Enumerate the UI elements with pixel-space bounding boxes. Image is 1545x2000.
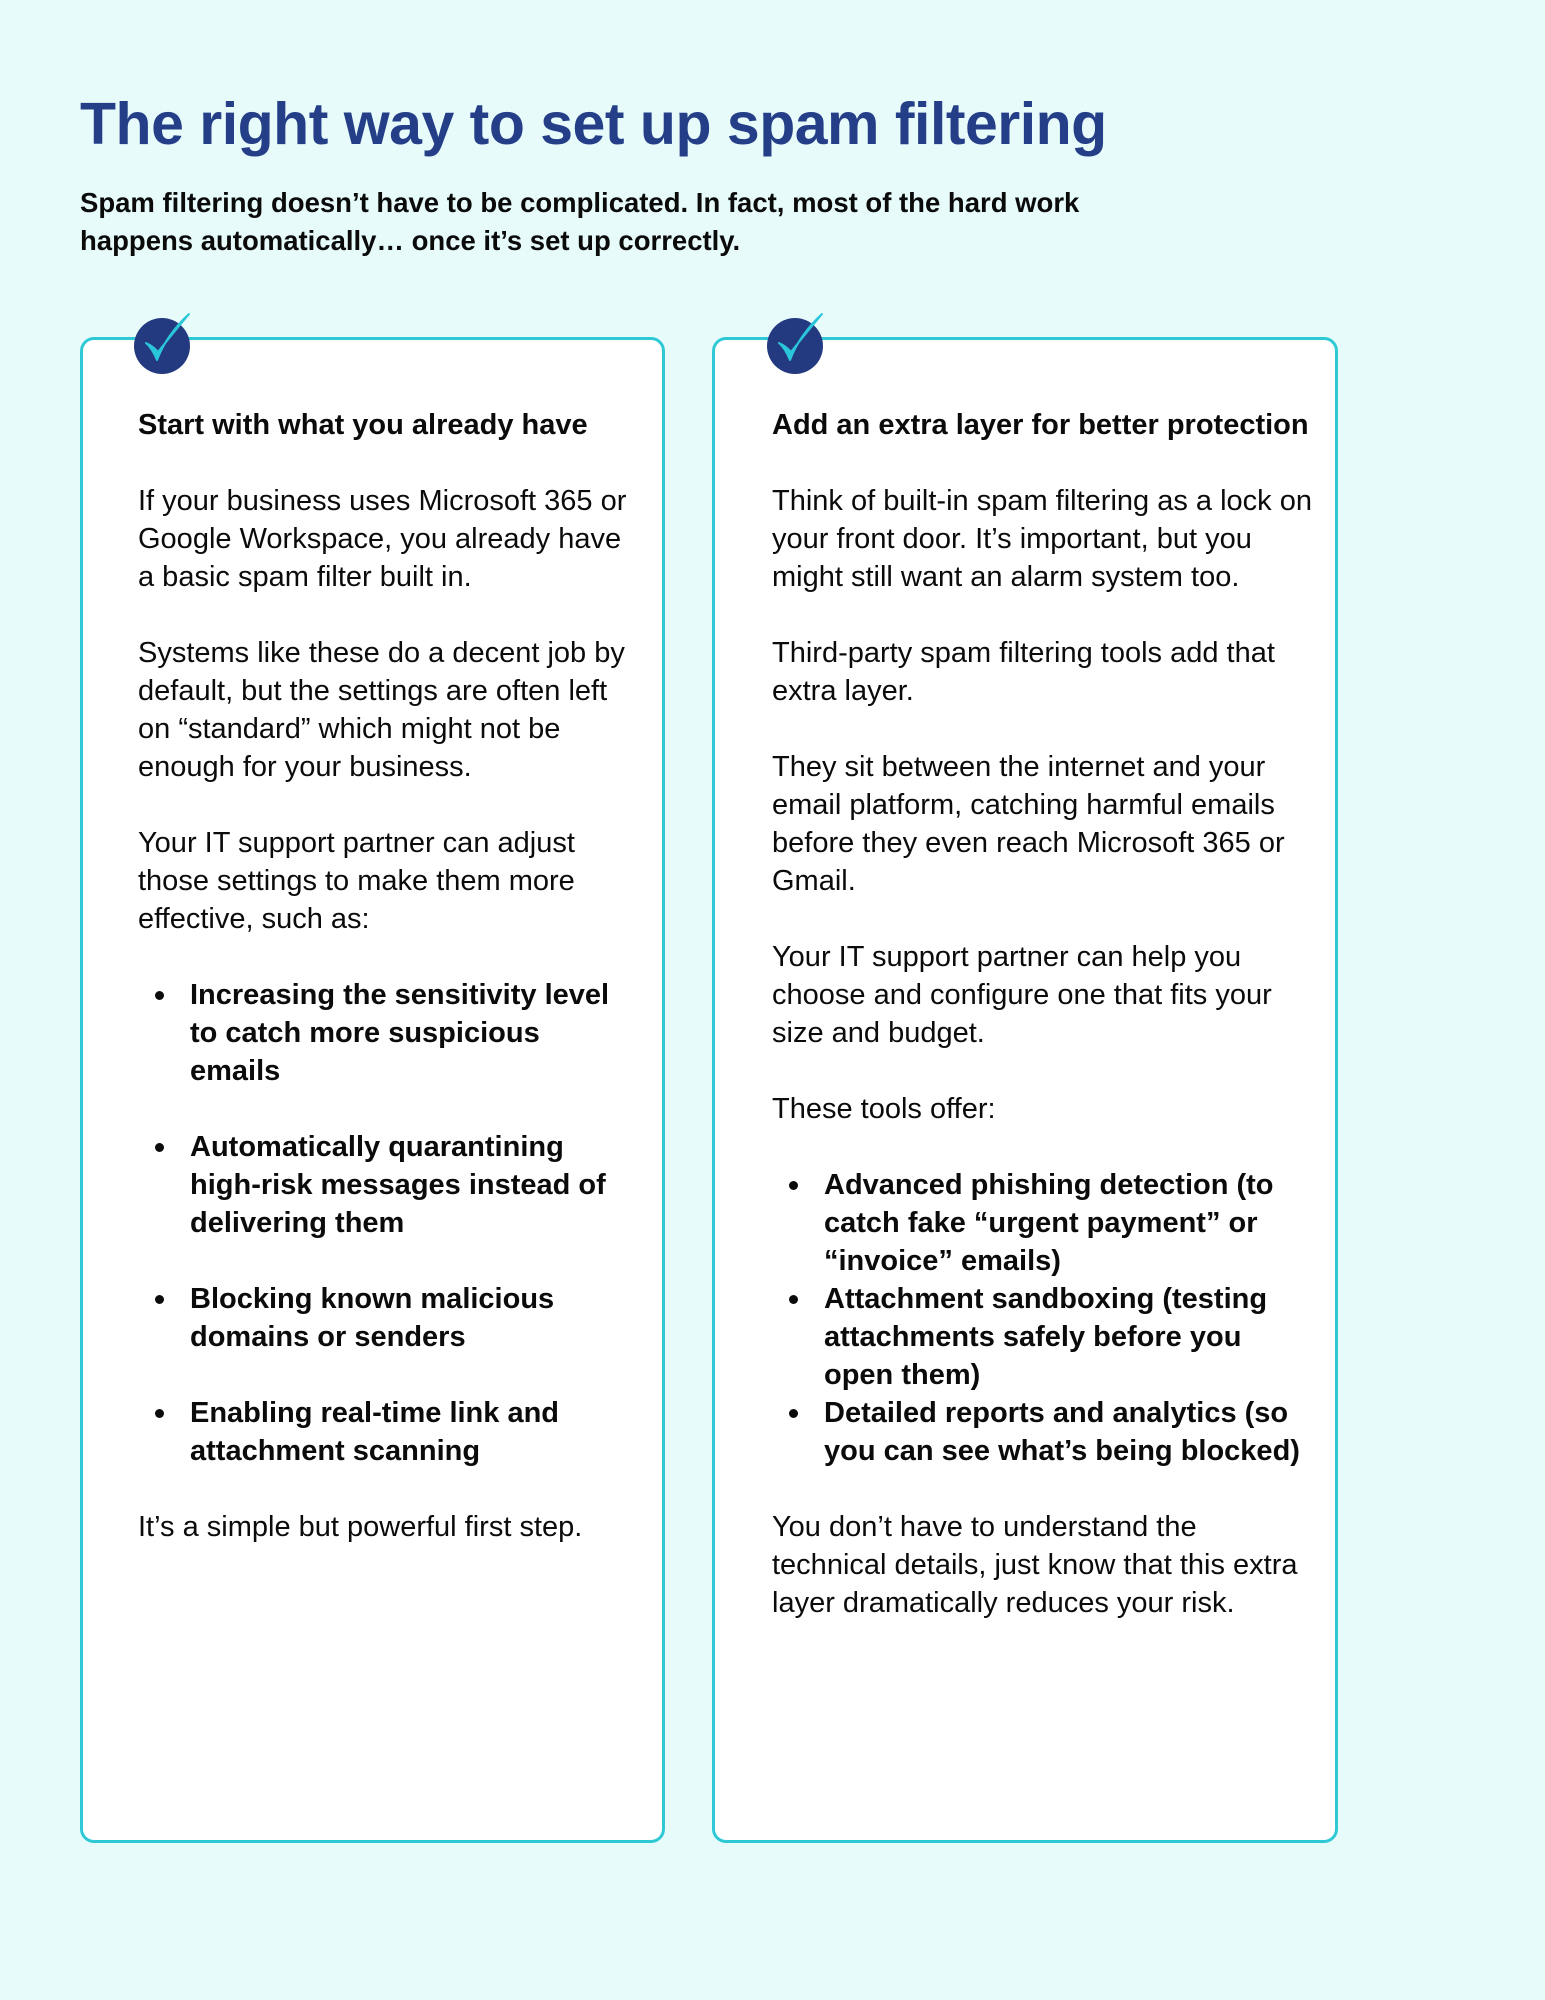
list-item-text: Detailed reports and analytics (so you can see what’s being blocked)	[824, 1397, 1300, 1467]
card-paragraph: Your IT support partner can help you choose and configure one that fits your size and budget.	[772, 941, 1272, 1049]
bullet-icon	[155, 1295, 164, 1304]
list-item	[772, 1394, 1315, 1470]
tools-bullet-list	[772, 1166, 1315, 1470]
card-paragraph: Systems like these do a decent job by default, but the settings are often left on “standard” which might not be enough for your business.	[138, 637, 625, 783]
card-paragraph: It’s a simple but powerful first step.	[138, 1511, 583, 1543]
card-paragraph: They sit between the internet and your email platform, catching harmful emails before they even reach Microsoft 365 or Gmail.	[772, 751, 1285, 897]
list-item	[138, 1280, 632, 1356]
bullet-icon	[155, 1409, 164, 1418]
card-content	[138, 406, 632, 1584]
check-circle-icon	[133, 312, 193, 374]
list-item	[772, 1280, 1315, 1394]
bullet-icon	[789, 1181, 798, 1190]
card-existing-filter	[80, 337, 665, 1843]
list-item	[138, 976, 632, 1090]
card-paragraph: These tools offer:	[772, 1093, 996, 1125]
check-circle-icon	[766, 312, 826, 374]
list-item	[138, 1394, 632, 1470]
list-item-text: Attachment sandboxing (testing attachments safely before you open them)	[824, 1283, 1268, 1391]
page-subtitle: Spam filtering doesn’t have to be complicated. In fact, most of the hard work happens automatically… once it’s set up correctly.	[80, 187, 1080, 256]
list-item-text: Increasing the sensitivity level to catch more suspicious emails	[190, 979, 610, 1087]
list-item-text: Advanced phishing detection (to catch fake “urgent payment” or “invoice” emails)	[824, 1169, 1274, 1277]
list-item-text: Blocking known malicious domains or senders	[190, 1283, 555, 1353]
card-paragraph: You don’t have to understand the technical details, just know that this extra layer dramatically reduces your risk.	[772, 1511, 1298, 1619]
bullet-icon	[155, 991, 164, 1000]
card-paragraph: If your business uses Microsoft 365 or Google Workspace, you already have a basic spam filter built in.	[138, 485, 627, 593]
bullet-icon	[789, 1409, 798, 1418]
card-paragraph: Third-party spam filtering tools add that extra layer.	[772, 637, 1275, 707]
card-paragraph: Your IT support partner can adjust those settings to make them more effective, such as:	[138, 827, 575, 935]
card-extra-layer	[712, 337, 1338, 1843]
card-heading: Start with what you already have	[138, 409, 588, 441]
list-item-text: Automatically quarantining high-risk messages instead of delivering them	[190, 1131, 606, 1239]
bullet-icon	[155, 1143, 164, 1152]
card-content	[772, 406, 1315, 1660]
list-item-text: Enabling real-time link and attachment scanning	[190, 1397, 560, 1467]
card-heading: Add an extra layer for better protection	[772, 409, 1309, 441]
card-paragraph: Think of built-in spam filtering as a lock on your front door. It’s important, but you might still want an alarm system too.	[772, 485, 1312, 593]
list-item	[772, 1166, 1315, 1280]
bullet-icon	[789, 1295, 798, 1304]
page-title: The right way to set up spam filtering	[80, 91, 1107, 157]
list-item	[138, 1128, 632, 1242]
settings-bullet-list	[138, 976, 632, 1470]
